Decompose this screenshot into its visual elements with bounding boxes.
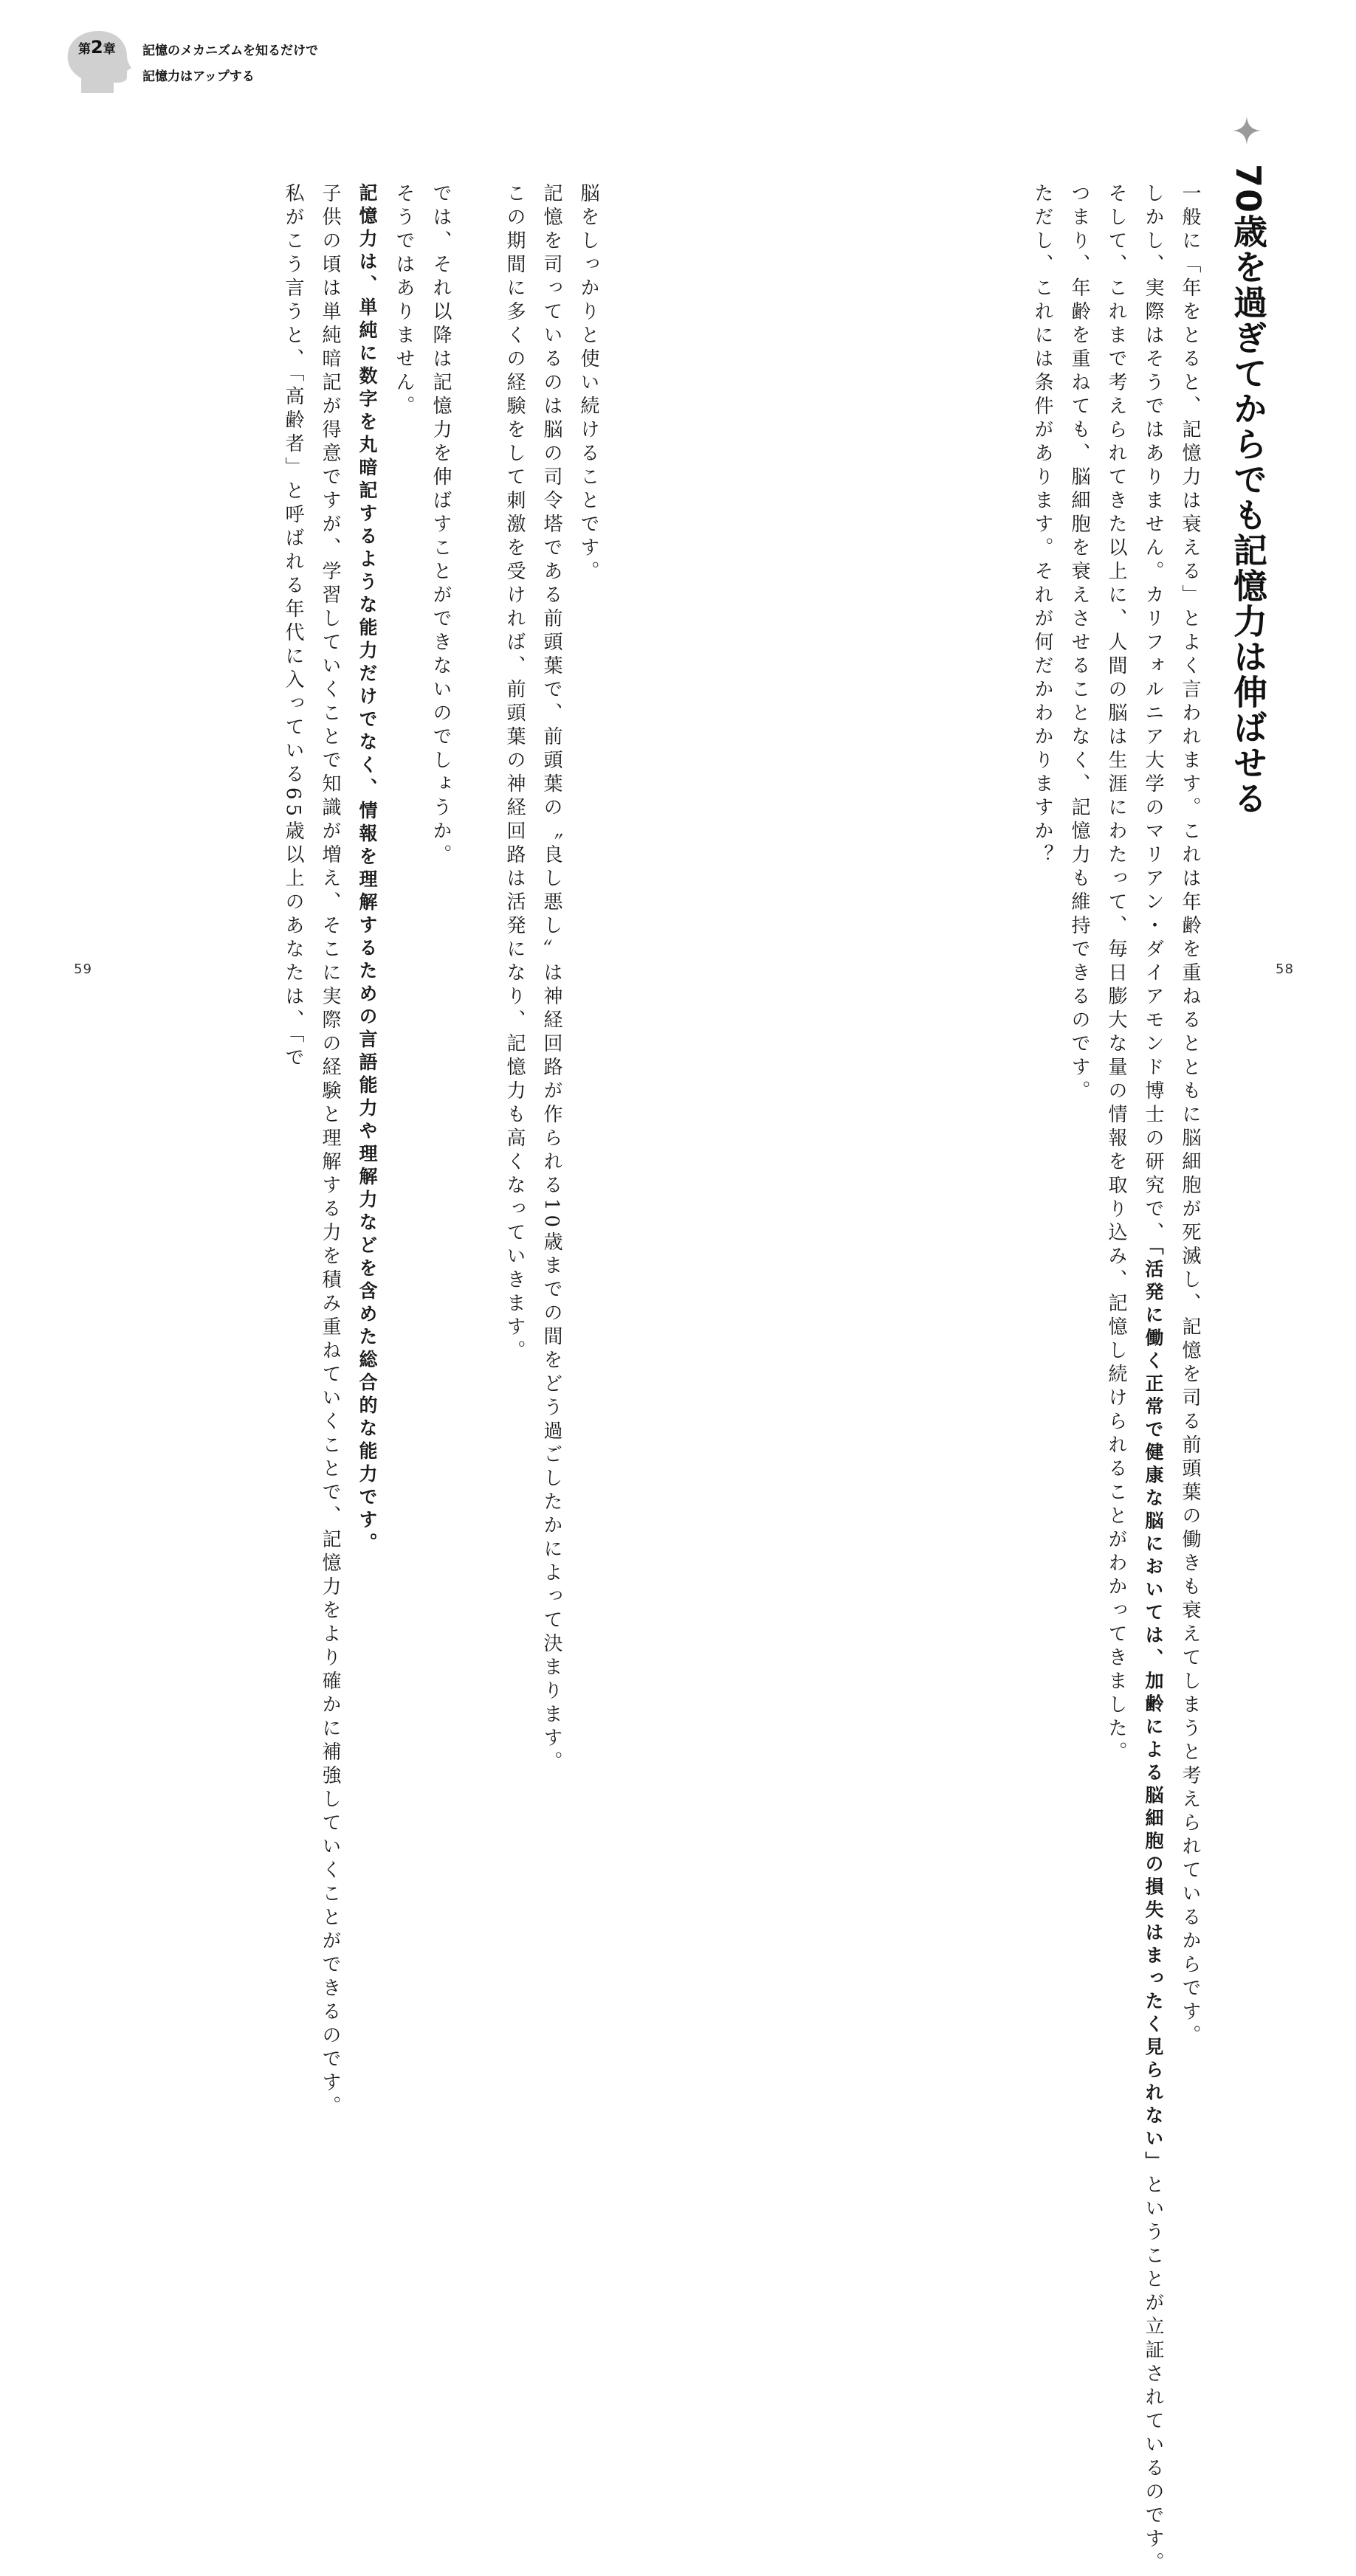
paragraph: 子供の頃は単純暗記が得意ですが、学習していくことで知識が増え、そこに実際の経験と理解する力を積み重ねていくことで、記憶力をより確かに補強していくことができるのです。 (319, 183, 341, 2119)
left-page-body (275, 183, 607, 2119)
chapter-number-label: 第2章 (78, 37, 116, 58)
paragraph: そして、これまで考えられてきた以上に、人間の脳は生涯にわたって、毎日膨大な量の情報を取り込み、記憶し続けられることがわかってきました。 (1105, 183, 1127, 1765)
paragraph: ただし、これには条件があります。それが何だかわかりますか？ (1031, 183, 1053, 868)
page-number-left: 59 (74, 961, 92, 977)
chapter-title-line2: 記憶力はアップする (142, 69, 255, 84)
paragraph: 私がこう言うと、「高齢者」と呼ばれる年代に入っている65歳以上のあなたは、「で (282, 183, 304, 1071)
page-number-right: 58 (1276, 961, 1294, 977)
paragraph: この期間に多くの経験をして刺激を受ければ、前頭葉の神経回路は活発になり、記憶力も高くなっていきます。 (503, 183, 526, 1364)
paragraph: 脳をしっかりと使い続けることです。 (577, 183, 599, 584)
emphasized-paragraph: 記憶力は、単純に数字を丸暗記するような能力だけでなく、情報を理解するための言語能力や理解力などを含めた総合的な能力です。 (357, 183, 378, 1555)
paragraph-text: ということが立証されているのです。 (1142, 2174, 1164, 2576)
emphasized-quote: 「活発に働く正常で健康な脳においては、加齢による脳細胞の損失はまったく見られない」 (1143, 1246, 1164, 2175)
sparkle-icon (1233, 117, 1261, 145)
right-page-body (1024, 183, 1208, 2576)
paragraph: 一般に「年をとると、記憶力は衰える」とよく言われます。これは年齢を重ねるとともに脳細胞が死滅し、記憶を司る前頭葉の働きも衰えてしまうと考えられているからです。 (1179, 183, 1201, 2048)
section-heading: 70歳を過ぎてからでも記憶力は伸ばせる (1228, 164, 1268, 817)
paragraph: では、それ以降は記憶力を伸ばすことができないのでしょうか。 (430, 183, 452, 868)
paragraph (1135, 183, 1171, 2576)
paragraph-text: しかし、実際はそうではありません。カリフォルニア大学のマリアン・ダイアモンド博士の研究で、 (1142, 183, 1164, 1246)
paragraph: そうではありません。 (393, 183, 415, 419)
chapter-title-line1: 記憶のメカニズムを知るだけで (142, 44, 318, 58)
chapter-header (65, 30, 360, 103)
paragraph: 記憶を司っているのは脳の司令塔である前頭葉で、前頭葉の〝良し悪し〟は神経回路が作られる10歳までの間をどう過ごしたかによって決まります。 (540, 183, 562, 1775)
paragraph: つまり、年齢を重ねても、脳細胞を衰えさせることなく、記憶力も維持できるのです。 (1068, 183, 1090, 1104)
blank-line (459, 183, 496, 943)
chapter-title (142, 38, 318, 90)
